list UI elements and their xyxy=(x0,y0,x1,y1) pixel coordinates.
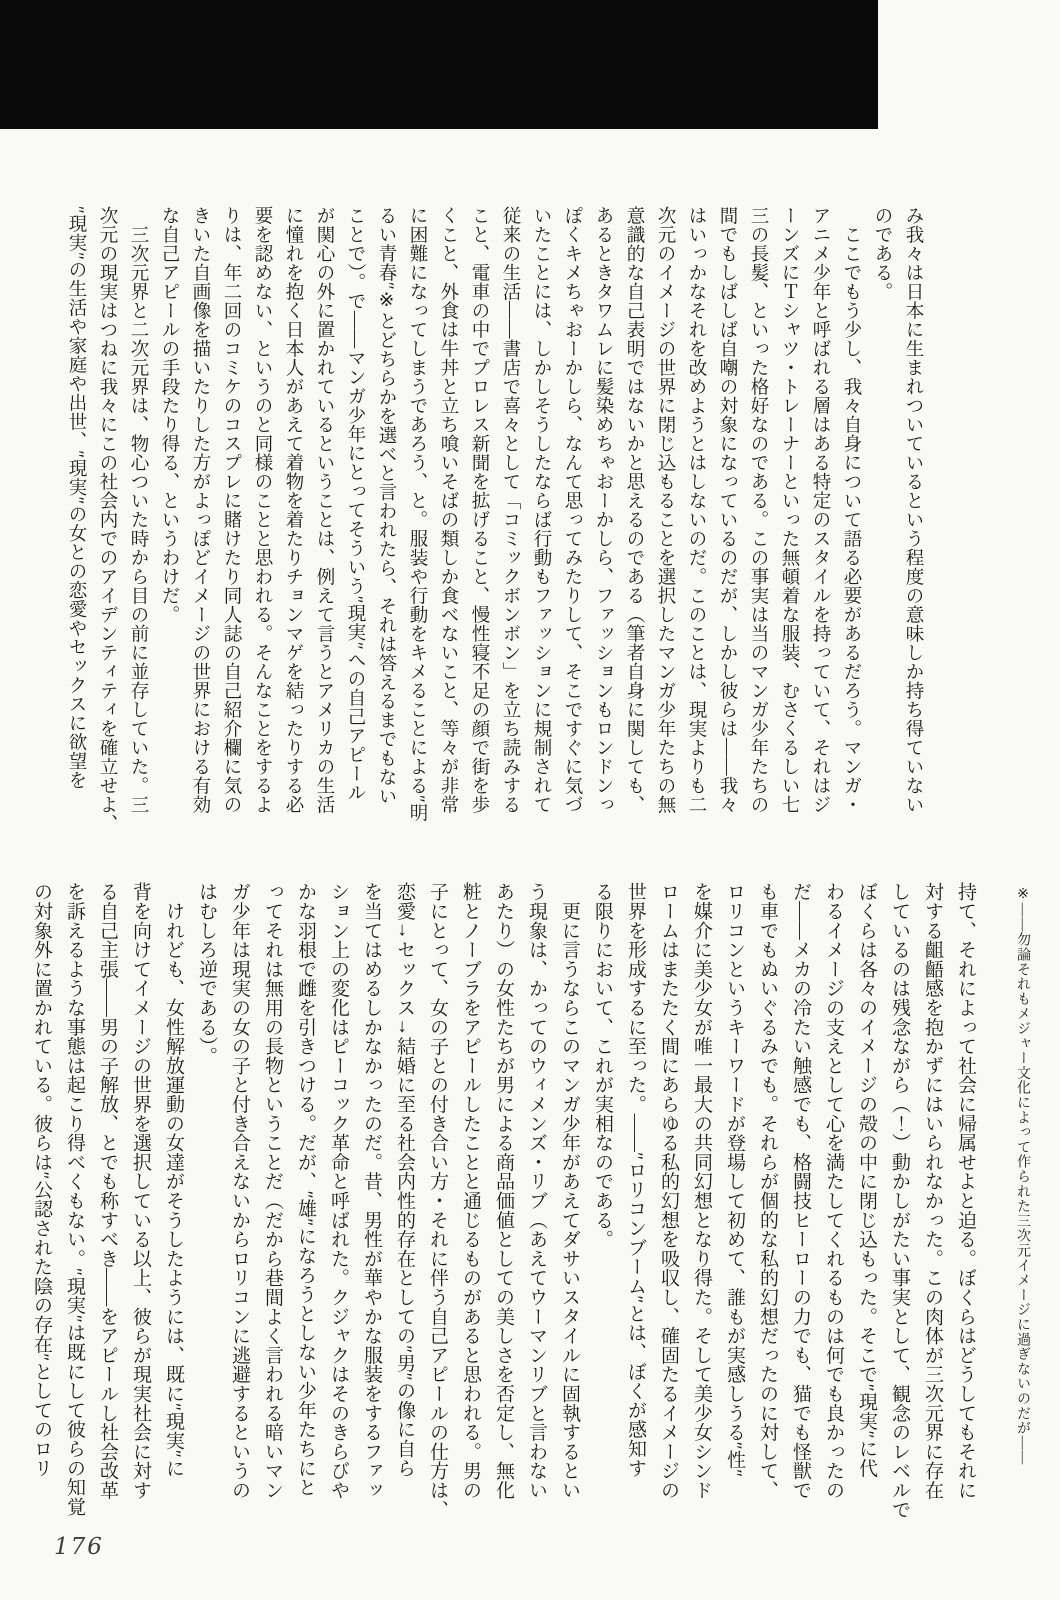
text-column: 世界を形成するに至った。——″ロリコンブーム″とは、ぼくが感知す xyxy=(625,882,646,1478)
text-column: ーンズにＴシャツ・トレーナーといった無頓着な服装、むさくるしい七 xyxy=(779,206,799,814)
page-number: 176 xyxy=(54,1534,104,1560)
text-column: ぼくらは各々のイメージの殻の中に閉じ込もった。そこで″現実″に代 xyxy=(856,882,877,1478)
text-column: の対象外に置かれている。彼らは″公認された陰の存在″としてのロリ xyxy=(31,882,52,1478)
text-column: ″現実″の生活や家庭や出世、″現実″の女との恋愛やセックスに欲望を xyxy=(66,206,86,790)
text-column: だ——メカの冷たい触感でも、格闘技ヒーローの力でも、猫でも怪獣で xyxy=(790,882,811,1500)
text-column: ガ少年は現実の女の子と付き合えないからロリコンに逃避するというの xyxy=(229,882,250,1500)
text-column: に憧れを抱く日本人があえて着物を着たりチョンマゲを結ったりする必 xyxy=(283,206,303,814)
footnote-column: ※——勿論それもメジャー文化によって作られた三次元イメージに過ぎないのだが—— xyxy=(1015,886,1030,1466)
text-column: を媒介に美少女が唯一最大の共同幻想となり得た。そして美少女シンド xyxy=(691,882,712,1500)
text-column: いたことには、しかしそうしたならば行動もファッションに規制されて xyxy=(531,206,551,814)
text-column: ロームはまたたく間にあらゆる私的幻想を吸収し、確固たるイメージの xyxy=(658,882,679,1500)
text-column: 要を認めない、というのと同様のことと思われる。そんなことをするよ xyxy=(252,206,272,814)
text-column: 意識的な自己表明ではないかと思えるのである（筆者自身に関しても、 xyxy=(624,206,644,814)
text-column: わるイメージの支えとして心を満たしてくれるものは何でも良かったの xyxy=(823,882,844,1500)
text-column: 更に言うならこのマンガ少年があえてダサいスタイルに固執するとい xyxy=(559,882,580,1500)
text-column: 恋愛→セックス→結婚に至る社会内性的存在としての″男″の像に自ら xyxy=(394,882,415,1478)
text-column: も車でもぬいぐるみでも。それらが個的な私的幻想だったのに対して、 xyxy=(757,882,778,1500)
text-column: ション上の変化はピーコック革命と呼ばれた。クジャクはそのきらびや xyxy=(328,882,349,1500)
bottom-text-block xyxy=(25,882,1032,1550)
text-column: 次元の現実はつねに我々にこの社会内でのアイデンティティを確立せよ、 xyxy=(97,206,117,833)
text-column: ここでもう少し、我々自身について語る必要があるだろう。マンガ・ xyxy=(841,206,861,814)
text-column: あるときタワムレに髪染めちゃおーかしら、ファッションもロンドンっ xyxy=(593,206,613,814)
text-column: 従来の生活——書店で喜々として「コミックボンボン」を立ち読みする xyxy=(500,206,520,814)
text-column: はむしろ逆である）。 xyxy=(196,882,217,1066)
text-column: う現象は、かってのウィメンズ・リブ（あえてウーマンリブと言わない xyxy=(526,882,547,1500)
text-column: のである。 xyxy=(872,206,892,301)
text-column: ことで）。で——マンガ少年にとってそういう″現実″への自己アピール xyxy=(345,206,365,803)
text-column: かな羽根で雌を引きつける。だが、″雄″になろうとしない少年たちにと xyxy=(295,882,316,1497)
text-column: を当てはめるしかなかったのだ。昔、男性が華やかな服装をするファッ xyxy=(361,882,382,1500)
text-column: 三次元界と二次元界は、物心ついた時から目の前に並存していた。三 xyxy=(128,206,148,814)
text-column: 次元のイメージの世界に閉じ込もることを選択したマンガ少年たちの無 xyxy=(655,206,675,814)
text-column: しているのは残念ながら（！）動かしがたい事実として、観念のレベルで xyxy=(889,882,910,1519)
text-column: ロリコンというキーワードが登場して初めて、誰もが実感しうる″性″ xyxy=(724,882,745,1478)
text-column: きいた自画像を描いたりした方がよっぽどイメージの世界における有効 xyxy=(190,206,210,814)
text-column: はいっかなそれを改めようとはしないのだ。このことは、現実よりも二 xyxy=(686,206,706,814)
text-column: る自己主張——男の子解放、とでも称すべき——をアピールし社会改革 xyxy=(97,882,118,1500)
text-column: み我々は日本に生まれついているという程度の意味しか持ち得ていない xyxy=(903,206,923,814)
text-column: 持て、それによって社会に帰属せよと迫る。ぼくらはどうしてもそれに xyxy=(955,882,976,1500)
text-column: 間でもしばしば自嘲の対象になっているのだが、しかし彼らは——我々 xyxy=(717,206,737,814)
text-column: 三の長髪、といった格好なのである。この事実は当のマンガ少年たちの xyxy=(748,206,768,814)
text-column: るい青春″※とどちらかを選べと言われたら、それは答えるまでもない xyxy=(376,206,396,806)
text-column: 対する齟齬感を抱かずにはいられなかった。この肉体が三次元界に存在 xyxy=(922,882,943,1500)
text-column: が関心の外に置かれているということは、例えて言うとアメリカの生活 xyxy=(314,206,334,814)
text-column: くこと、外食は牛丼と立ち喰いそばの類しか食べないこと、等々が非常 xyxy=(438,206,458,814)
text-column: ぽくキメちゃおーかしら、なんて思ってみたりして、そこですぐに気づ xyxy=(562,206,582,814)
scan-top-black-bar xyxy=(0,0,878,129)
text-column: ってそれは無用の長物ということだ（だから巷間よく言われる暗いマン xyxy=(262,882,283,1500)
text-column: 子にとって、女の子との付き合い方・それに伴う自己アピールの仕方は、 xyxy=(427,882,448,1519)
text-column: る限りにおいて、これが実相なのである。 xyxy=(592,882,613,1249)
text-column: 背を向けてイメージの世界を選択している以上、彼らが現実社会に対す xyxy=(130,882,151,1500)
text-column: 粧とノーブラをアピールしたことと通じるものがあると思われる。男の xyxy=(460,882,481,1500)
text-column: こと、電車の中でプロレス新聞を拡げること、慢性寝不足の顔で街を歩 xyxy=(469,206,489,814)
text-column: に困難になってしまうであろう、と。服装や行動をキメることによる″明 xyxy=(407,206,427,823)
text-column: あたり）の女性たちが男による商品価値としての美しさを否定し、無化 xyxy=(493,882,514,1500)
text-column: アニメ少年と呼ばれる層はある特定のスタイルを持っていて、それはジ xyxy=(810,206,830,814)
text-column: な自己アピールの手段たり得る、というわけだ。 xyxy=(159,206,179,624)
text-column: けれども、女性解放運動の女達がそうしたようには、既に″現実″に xyxy=(163,882,184,1478)
top-text-block xyxy=(60,206,928,854)
text-column: を訴えるような事態は起こり得べくもない。″現実″は既にして彼らの知覚 xyxy=(64,882,85,1517)
text-column: りは、年二回のコミケのコスプレに賭けたり同人誌の自己紹介欄に気の xyxy=(221,206,241,814)
